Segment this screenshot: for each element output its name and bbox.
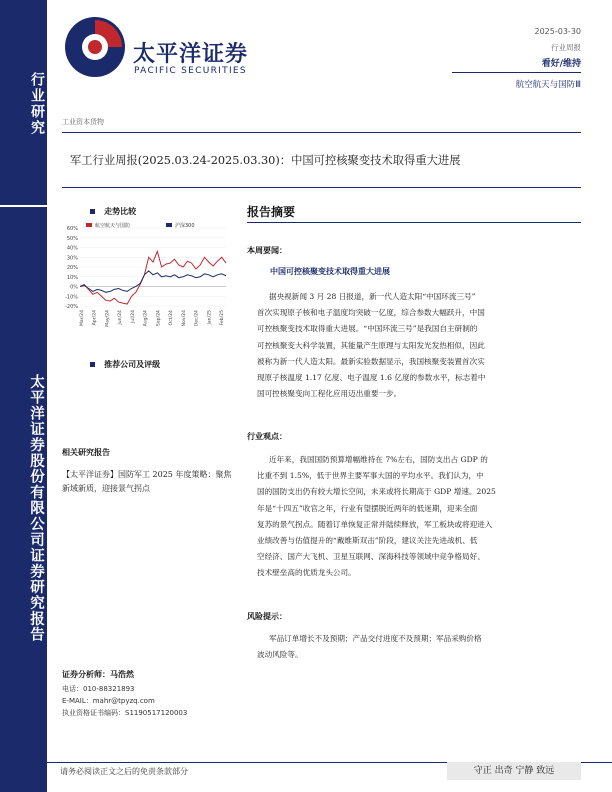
sidebar-bottom-label: 太平洋证券股份有限公司证券研究报告 bbox=[28, 373, 45, 643]
recommend-heading bbox=[90, 352, 160, 371]
x-tick-label: Aug/24 bbox=[143, 310, 149, 327]
view-label: 行业观点： bbox=[247, 431, 287, 441]
news-line: 可控核聚变大科学装置，其能量产生原理与太阳发光发热相似，因此 bbox=[257, 340, 485, 350]
x-tick-label: Feb/25 bbox=[220, 310, 225, 326]
y-tick-label: 50% bbox=[66, 235, 78, 242]
analyst-license: 执业资格证书编码：S1190517120003 bbox=[62, 709, 188, 717]
news-label: 本周要闻： bbox=[247, 245, 287, 255]
legend-swatch bbox=[86, 223, 92, 227]
summary-heading: 报告摘要 bbox=[247, 205, 296, 219]
view-line: 业绩改善与估值提升的“戴维斯双击”阶段，建议关注先进战机、低 bbox=[257, 536, 478, 546]
bullet-icon bbox=[90, 362, 95, 367]
series-line-csi300 bbox=[80, 271, 226, 292]
related-report-link[interactable]: 【太平洋证券】国防军工 2025 年度策略：聚焦新域新质，迎接景气拐点 bbox=[62, 470, 232, 493]
category: 工业资本货物 bbox=[62, 118, 104, 126]
news-line: 国可控核聚变向工程化应用迈出重要一步。 bbox=[257, 389, 402, 399]
view-line: 国的国防支出仍有较大增长空间，未来或将长期高于 GDP 增速。2025 bbox=[257, 487, 496, 497]
analyst-phone: 电话：010-88321893 bbox=[62, 685, 135, 693]
x-tick-label: Sep/24 bbox=[156, 310, 162, 327]
bullet-icon bbox=[90, 209, 95, 214]
title-bottom-rule bbox=[62, 187, 581, 188]
x-tick-label: Oct/24 bbox=[169, 310, 175, 326]
news-line: 首次实现原子核和电子温度均突破一亿度，综合参数大幅跃升，中国 bbox=[257, 308, 485, 318]
view-line: 复苏的景气拐点。随着订单恢复正常并陆续释放，军工板块或将迎进入 bbox=[257, 519, 493, 529]
legend-swatch bbox=[166, 223, 172, 227]
y-tick-label: 60% bbox=[66, 226, 78, 232]
y-tick-label: 0% bbox=[70, 284, 78, 291]
y-tick-label: 40% bbox=[66, 245, 78, 252]
logo-cn: 太平洋证券 bbox=[133, 42, 249, 67]
trend-title: 走势比较 bbox=[104, 206, 137, 216]
news-line: 可控核聚变技术取得重大进展。“中国环流三号”是我国自主研制的 bbox=[257, 324, 478, 334]
sidebar-divider bbox=[0, 205, 47, 207]
recommend-title: 推荐公司及评级 bbox=[104, 359, 161, 369]
trend-heading bbox=[90, 199, 136, 218]
trend-chart-svg bbox=[60, 220, 232, 340]
y-tick-label: 20% bbox=[66, 265, 78, 271]
news-line: 现原子核温度 1.17 亿度、电子温度 1.6 亿度的参数水平，标志着中 bbox=[257, 373, 486, 383]
view-line: 近年来，我国国防预算增幅维持在 7%左右，国防支出占 GDP 的 bbox=[269, 455, 488, 464]
news-line: 据央视新闻 3 月 28 日报道，新一代人造太阳“中国环流三号” bbox=[269, 292, 476, 301]
rating: 看好/维持 bbox=[541, 59, 581, 69]
x-tick-label: May/24 bbox=[105, 310, 111, 327]
view-line: 技术壁垒高的优质龙头公司。 bbox=[257, 568, 356, 578]
y-tick-label: 30% bbox=[66, 255, 78, 262]
x-tick-label: Dec/24 bbox=[194, 310, 200, 327]
view-line: 比重不到 1.5%，低于世界主要军事大国的平均水平。我们认为，中 bbox=[257, 471, 484, 481]
news-line: 被称为新一代人造太阳。最新实验数据显示，我国核聚变装置首次实 bbox=[257, 356, 485, 366]
analyst-email[interactable]: E-MAIL：mahr@tpyzq.com bbox=[62, 697, 155, 705]
x-tick-label: Mar/24 bbox=[80, 310, 85, 327]
logo-en: PACIFIC SECURITIES bbox=[134, 66, 247, 76]
risk-label: 风险提示： bbox=[247, 611, 287, 621]
sidebar-top-label: 行业研究 bbox=[29, 72, 45, 136]
x-tick-label: Jul/24 bbox=[130, 310, 136, 323]
analyst-name: 证券分析师：马浩然 bbox=[62, 669, 134, 679]
news-body bbox=[257, 289, 577, 402]
y-tick-label: -20% bbox=[65, 304, 78, 310]
legend-label: 航空航天与国防 bbox=[95, 223, 131, 229]
y-tick-label: 10% bbox=[66, 274, 78, 281]
y-tick-label: -10% bbox=[65, 294, 78, 301]
related-title: 相关研究报告 bbox=[62, 447, 110, 457]
footer-disclaimer: 请务必阅读正文之后的免责条款部分 bbox=[60, 767, 188, 776]
summary-rule bbox=[247, 222, 581, 223]
x-tick-label: Jun/24 bbox=[118, 310, 124, 325]
risk-line: 波动风险等。 bbox=[257, 650, 303, 660]
company-logo bbox=[62, 14, 128, 80]
risk-body bbox=[257, 631, 577, 663]
industry: 航空航天与国防Ⅲ bbox=[515, 80, 581, 90]
view-body bbox=[257, 452, 577, 582]
x-tick-label: Nov/24 bbox=[181, 310, 187, 327]
view-line: 年是“十四五”收官之年，行业有望摆脱近两年的低迷期，迎来全面 bbox=[257, 503, 478, 513]
report-type: 行业周报 bbox=[551, 43, 581, 52]
title-rule bbox=[62, 132, 581, 133]
x-tick-label: Apr/24 bbox=[92, 310, 98, 326]
trend-chart bbox=[60, 220, 232, 340]
view-line: 空经济、国产大飞机、卫星互联网、深海科技等领域中竞争格局好、 bbox=[257, 552, 485, 562]
risk-line: 军品订单增长不及预期；产品交付进度不及预期；军品采购价格 bbox=[269, 634, 482, 643]
news-subtitle: 中国可控核聚变技术取得重大进展 bbox=[270, 266, 390, 276]
page-title: 军工行业周报(2025.03.24-2025.03.30)：中国可控核聚变技术取得重大进展 bbox=[70, 154, 461, 167]
legend-label: 沪深300 bbox=[175, 223, 195, 229]
header-rule bbox=[452, 72, 581, 73]
footer-motto: 守正 出奇 宁静 致远 bbox=[447, 762, 581, 780]
report-date: 2025-03-30 bbox=[534, 27, 581, 36]
x-tick-label: Jan/25 bbox=[207, 310, 213, 325]
